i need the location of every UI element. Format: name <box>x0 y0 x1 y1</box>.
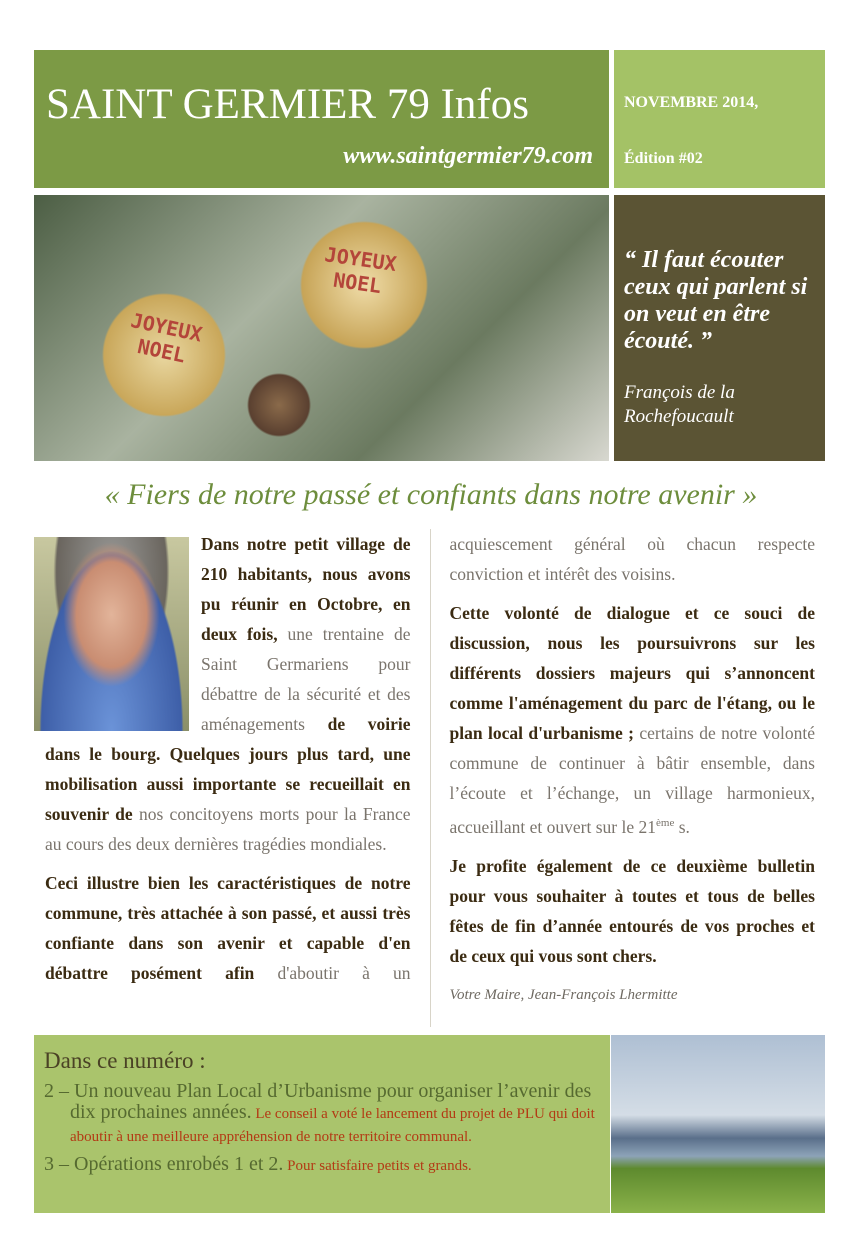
issue-item-desc: Pour satisfaire petits et grands. <box>283 1158 472 1174</box>
article-text: Je profite également de ce deuxième bulletin pour vous souhaiter à toutes et tous de belles fêtes de fin d’année entourés de vos proches et de ceux qui vous sont chers. <box>449 855 815 966</box>
issue-item[interactable] <box>44 1154 599 1177</box>
in-this-issue-heading: Dans ce numéro : <box>44 1048 206 1073</box>
issue-date: NOVEMBRE 2014, <box>624 94 759 111</box>
masthead <box>34 50 609 188</box>
issue-item[interactable] <box>44 1081 599 1148</box>
motto-heading: « Fiers de notre passé et confiants dans notre avenir » <box>104 478 758 511</box>
article-text: de voirie dans le bourg. Quelques jours plus tard, une mobilisation aussi importante se recueillait en souvenir de <box>45 714 411 824</box>
quote-box <box>614 195 825 461</box>
website-url[interactable]: www.saintgermier79.com <box>343 143 593 169</box>
ornament-text: JOYEUX NOEL <box>323 242 399 299</box>
issue-item-desc: Le conseil a voté le lancement du projet de PLU qui doit aboutir à une meilleure appréhension de notre territoire communal. <box>70 1106 595 1145</box>
article-text: ème <box>656 817 675 829</box>
article-text: Ceci illustre bien les caractéristiques de notre commune, très attachée à son passé, et aussi très confiante dans son avenir et capable d'en débattre posément afin <box>45 873 411 983</box>
mayor-editorial <box>45 529 815 1027</box>
newsletter-title: SAINT GERMIER 79 Infos <box>46 81 529 128</box>
article-text: Cette volonté de dialogue et ce souci de discussion, nous les poursuivrons sur les différents dossiers majeurs qui s’annoncent comme l'aménagement du parc de l'étang, ou le plan local d'urbanisme ; <box>449 603 815 743</box>
mayor-portrait <box>34 537 189 731</box>
in-this-issue-box <box>34 1035 610 1213</box>
pond-landscape-photo <box>611 1035 825 1213</box>
article-text: nos concitoyens morts pour la France au cours des deux dernières tragédies mondiales. <box>45 804 411 854</box>
mayor-signature: Votre Maire, Jean-François Lhermitte <box>449 986 678 1003</box>
quote-text: “ Il faut écouter ceux qui parlent si on veut en être écouté. ” <box>624 247 808 354</box>
ornament-text: JOYEUX NOEL <box>128 308 205 368</box>
issue-item-title: 2 – Un nouveau Plan Local d’Urbanisme pour organiser l’avenir des dix prochaines années. <box>44 1080 592 1123</box>
issue-info <box>614 50 825 188</box>
article-text: Dans notre petit village de 210 habitants, nous avons pu réunir en Octobre, en deux fois, <box>201 534 411 644</box>
quote-author: François de la Rochefoucault <box>624 382 735 427</box>
article-text: une trentaine de Saint Germariens pour débattre de la sécurité et des aménagements <box>201 624 411 734</box>
article-text: s. <box>674 816 690 837</box>
article-text: d'aboutir à un acquiescement général où chacun respecte conviction et intérêt des voisins. <box>254 534 815 983</box>
issue-item-title: 3 – Opérations enrobés 1 et 2. <box>44 1153 284 1175</box>
christmas-ornaments-photo <box>34 195 609 461</box>
article-text: certains de notre volonté commune de continuer à bâtir ensemble, dans l’écoute et l’échange, un village harmonieux, accueillant et ouvert sur le 21 <box>449 723 815 837</box>
issue-edition: Édition #02 <box>624 150 703 167</box>
